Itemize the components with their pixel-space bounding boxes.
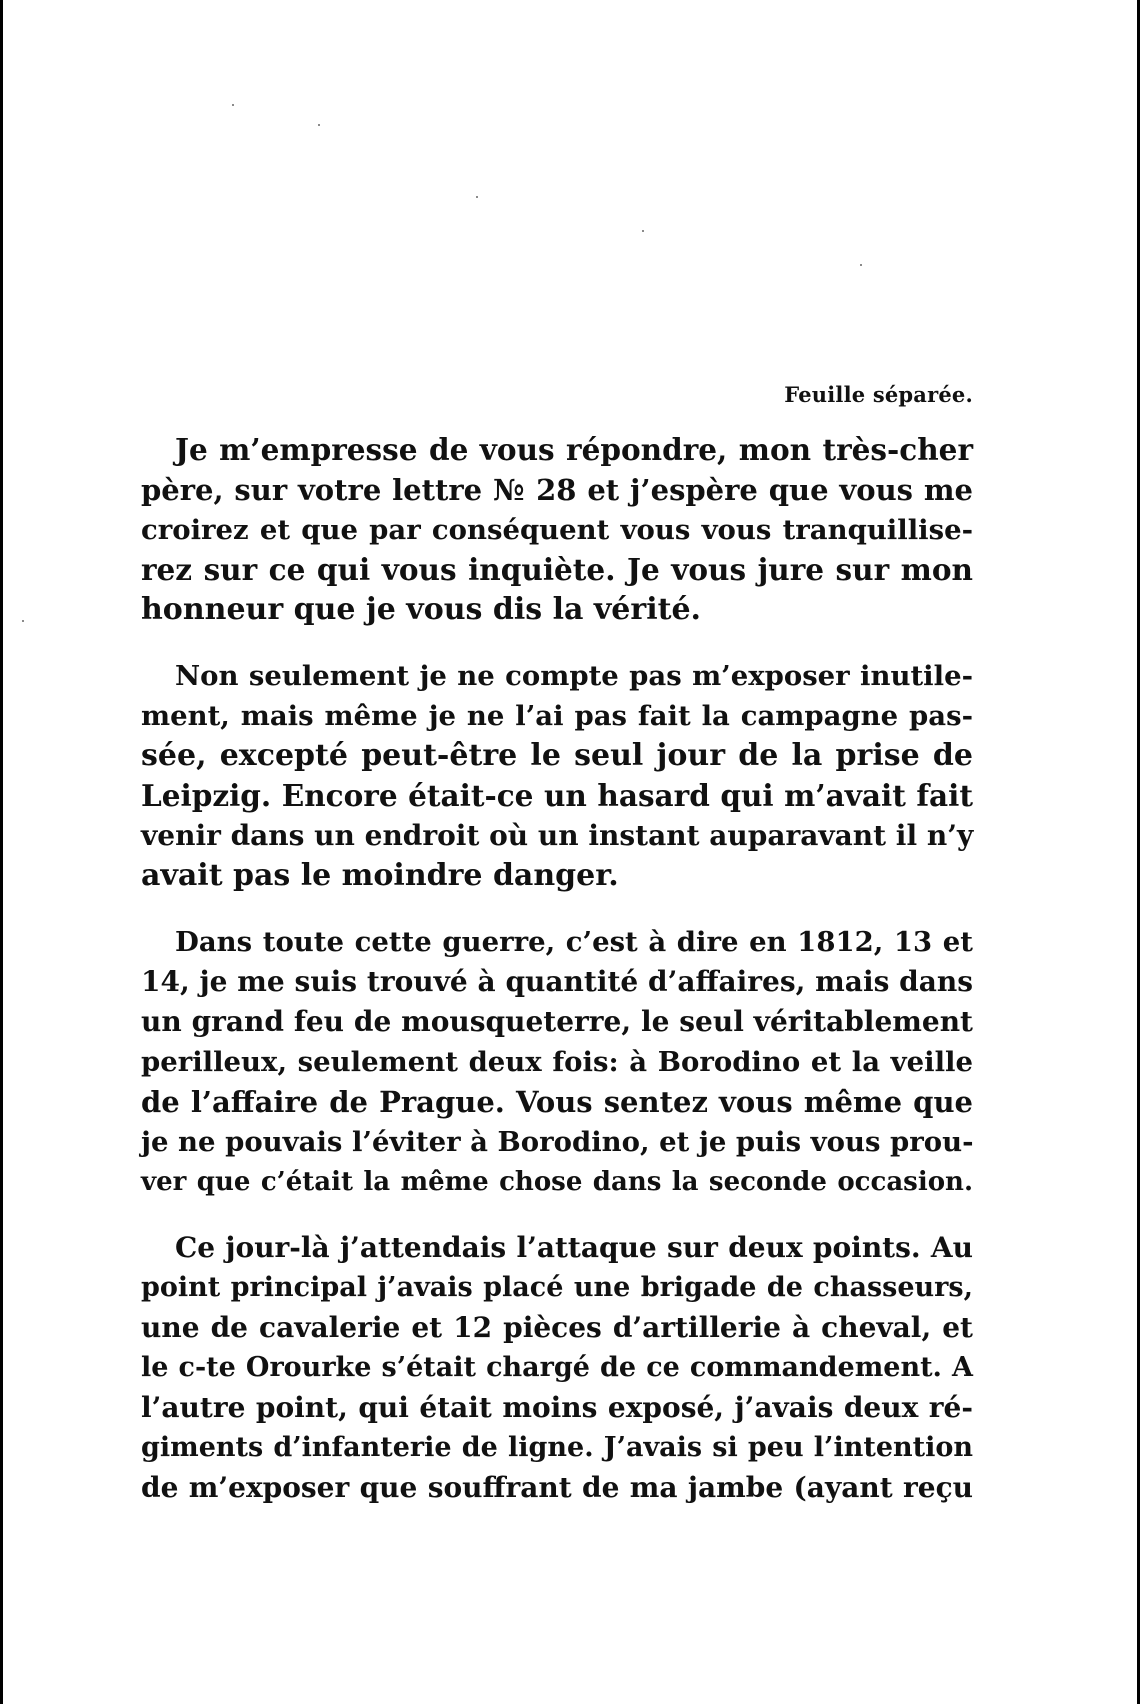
paragraph-3 — [141, 922, 973, 1202]
text-line: honneur que je vous dis la vérité. — [141, 592, 701, 627]
text-line: sée, excepté peut-être le seul jour de la prise de — [141, 738, 973, 773]
text-line: Leipzig. Encore était-ce un hasard qui m’avait fait — [141, 778, 973, 813]
text-line: venir dans un endroit où un instant auparavant il n’y — [141, 819, 974, 852]
text-line: de m’exposer que souffrant de ma jambe (ayant reçu — [141, 1471, 973, 1504]
paragraph-4 — [141, 1228, 973, 1508]
text-line: Non seulement je ne compte pas m’exposer inutile- — [175, 660, 973, 692]
scan-speck — [22, 620, 24, 622]
text-line: père, sur votre lettre № 28 et j’espère que vous me — [141, 473, 973, 507]
paragraph-2 — [141, 656, 973, 896]
letter-body — [141, 430, 973, 1534]
text-line: croirez et que par conséquent vous vous tranquillise- — [141, 514, 973, 546]
text-line: Ce jour-là j’attendais l’attaque sur deux points. Au — [175, 1231, 973, 1264]
text-line: l’autre point, qui était moins exposé, j’avais deux ré- — [141, 1391, 973, 1424]
text-line: ver que c’était la même chose dans la seconde occasion. — [141, 1167, 973, 1197]
document-page — [141, 0, 973, 1704]
text-line: giments d’infanterie de ligne. J’avais si peu l’intention — [141, 1432, 973, 1463]
text-line: Je m’empresse de vous répondre, mon très-cher — [175, 432, 973, 467]
text-line: un grand feu de mousqueterre, le seul véritablement — [141, 1005, 973, 1038]
text-line: 14, je me suis trouvé à quantité d’affaires, mais dans — [141, 965, 973, 998]
text-line: je ne pouvais l’éviter à Borodino, et je puis vous prou- — [141, 1126, 974, 1158]
paragraph-1 — [141, 430, 973, 630]
text-line: avait pas le moindre danger. — [141, 858, 619, 893]
text-line: Dans toute cette guerre, c’est à dire en 1812, 13 et — [175, 926, 973, 958]
text-line: de l’affaire de Prague. Vous sentez vous même que — [141, 1085, 973, 1119]
text-line: rez sur ce qui vous inquiète. Je vous jure sur mon — [141, 552, 973, 587]
page-heading: Feuille séparée. — [784, 382, 973, 407]
text-line: une de cavalerie et 12 pièces d’artillerie à cheval, et — [141, 1311, 973, 1344]
text-line: point principal j’avais placé une brigade de chasseurs, — [141, 1272, 973, 1303]
text-line: perilleux, seulement deux fois: à Borodino et la veille — [141, 1046, 973, 1078]
text-line: le c-te Orourke s’était chargé de ce commandement. A — [141, 1352, 973, 1383]
scan-left-edge — [0, 0, 3, 1704]
text-line: ment, mais même je ne l’ai pas fait la campagne pas- — [141, 700, 973, 732]
